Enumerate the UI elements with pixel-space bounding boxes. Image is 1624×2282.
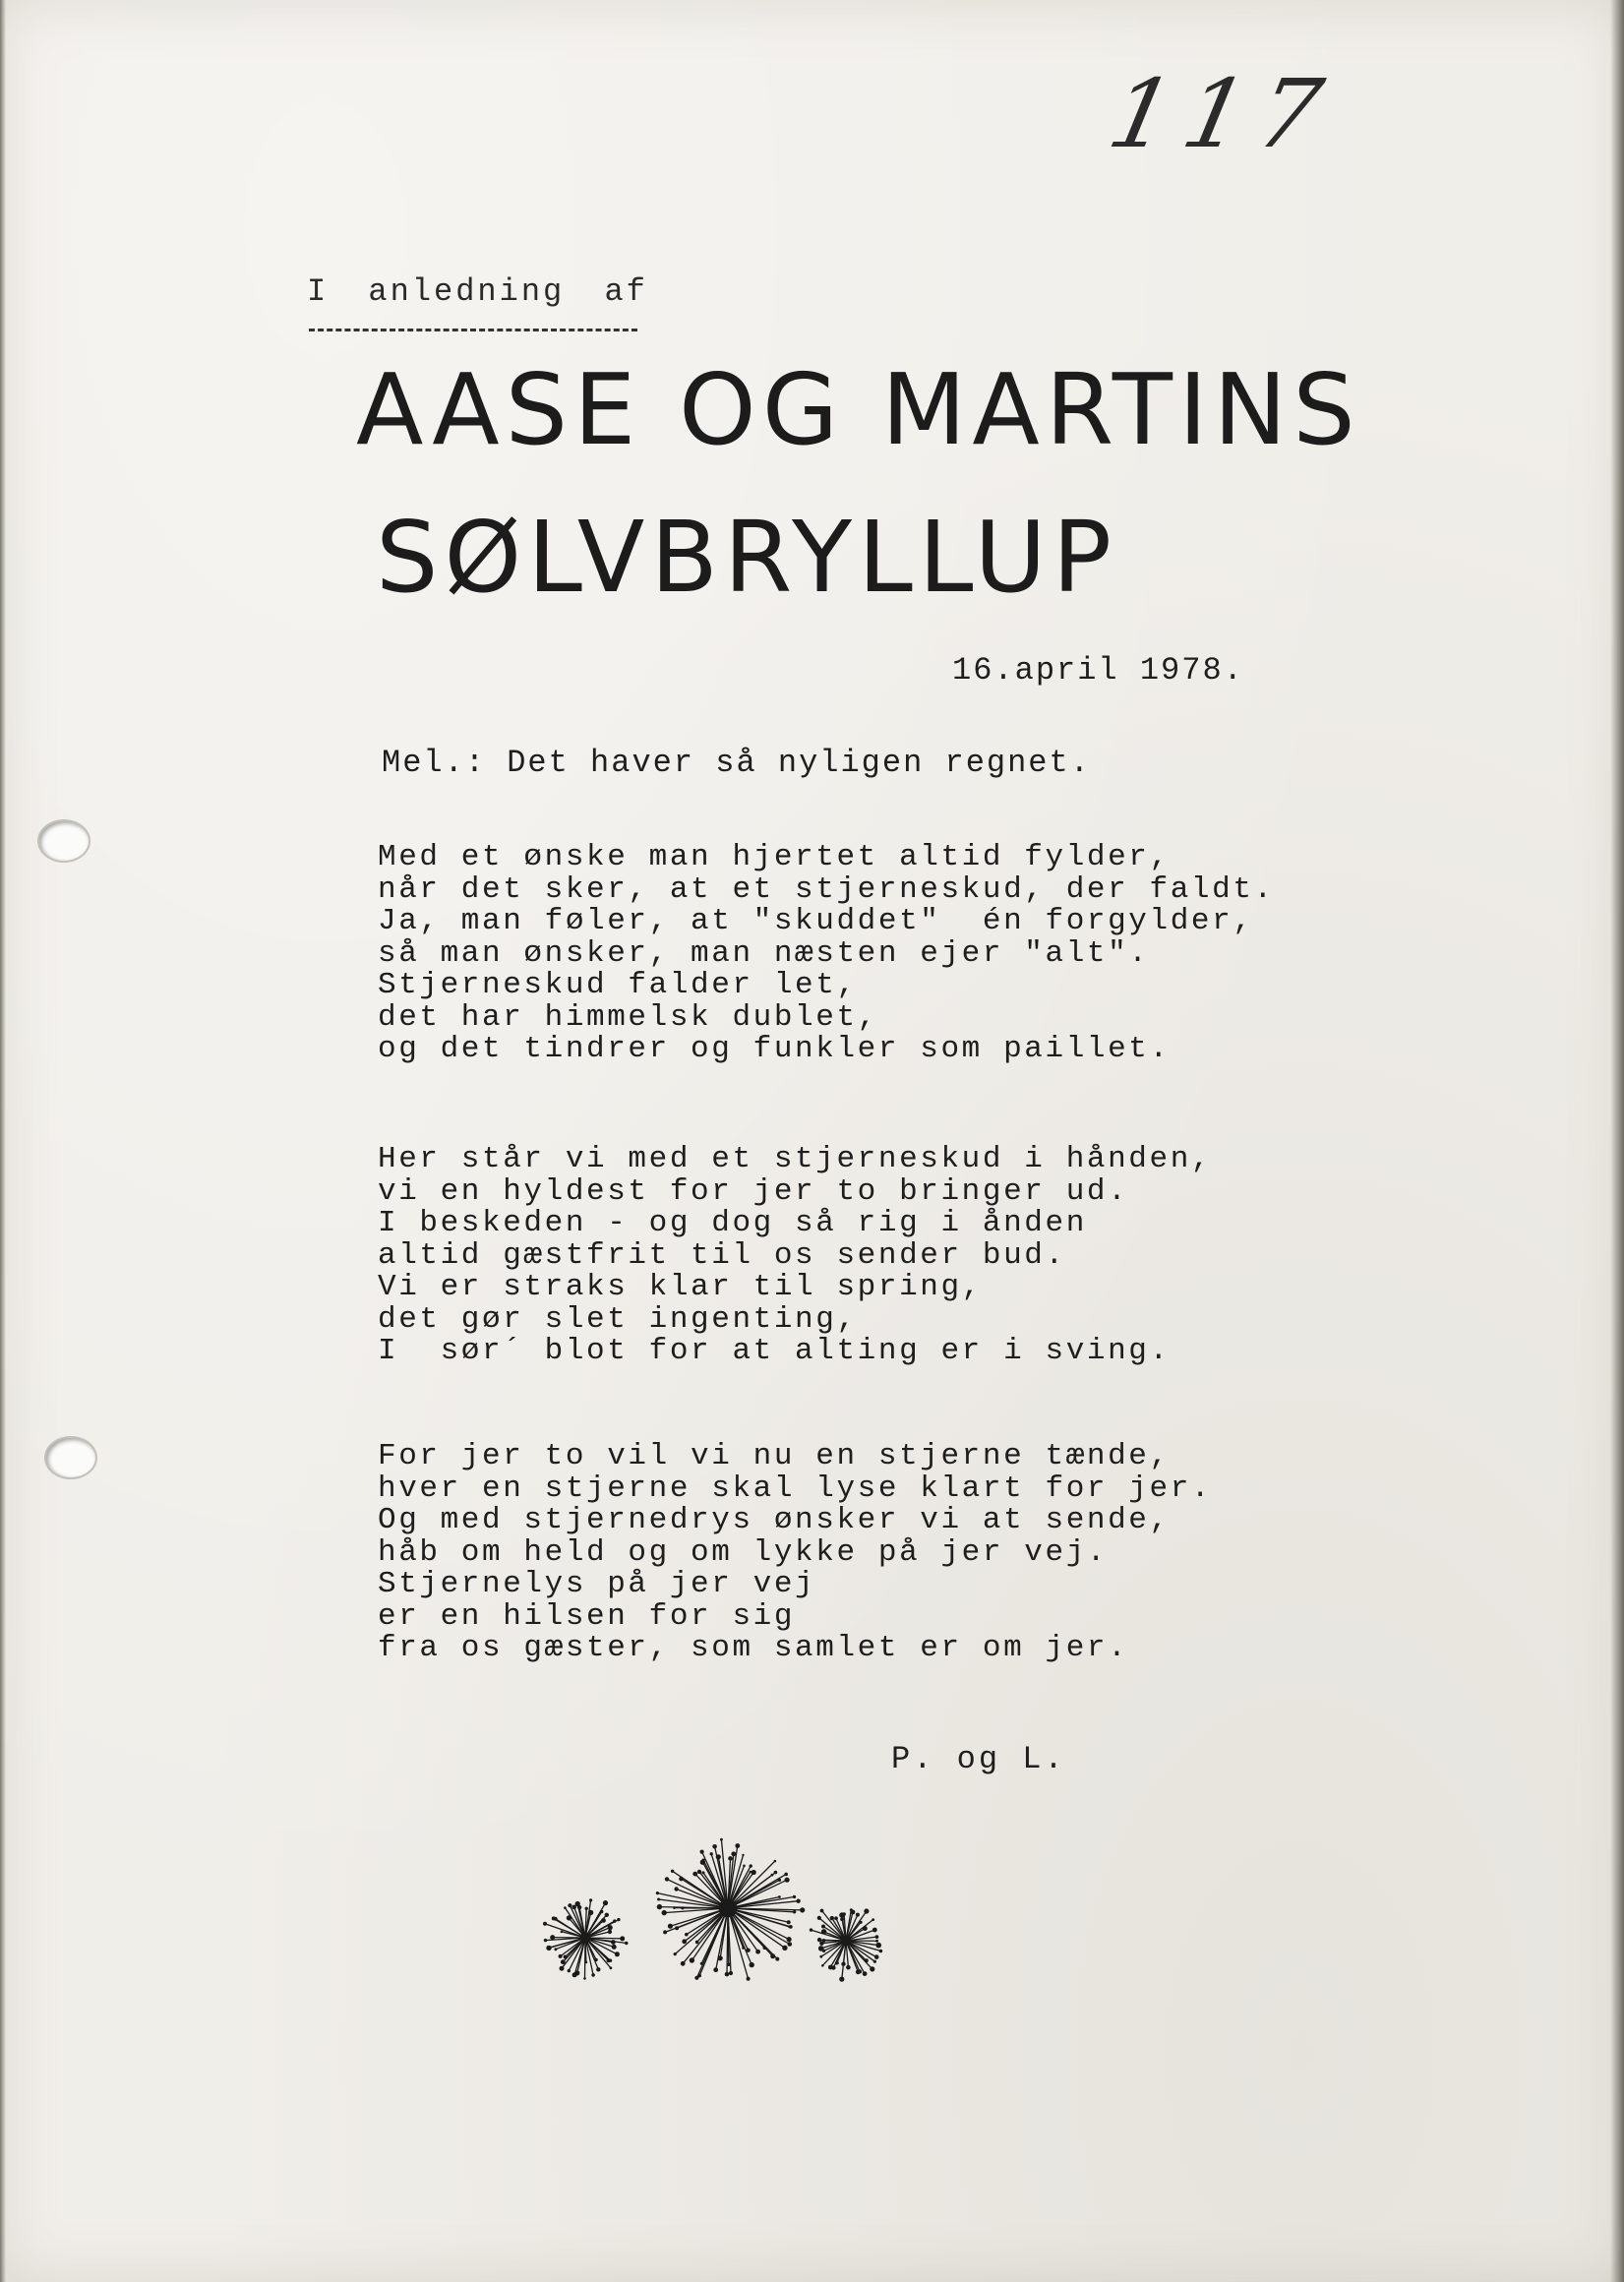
stanza-line: Med et ønske man hjertet altid fylder, [378, 840, 1171, 874]
stanza-line: Ja, man føler, at "skuddet" én forgylder, [378, 904, 1254, 938]
event-date: 16.april 1978. [952, 652, 1244, 689]
stanza-line: Vi er straks klar til spring, [378, 1270, 983, 1304]
stanza-line: er en hilsen for sig [378, 1598, 796, 1634]
stanza-line: For jer to vil vi nu en stjerne tænde, [378, 1439, 1171, 1473]
occasion-underline [309, 329, 637, 331]
melody-note: Mel.: Det haver så nyligen regnet. [382, 745, 1091, 781]
handwritten-page-number: 117 [1100, 59, 1346, 169]
stanza-line: det har himmelsk dublet, [378, 999, 878, 1035]
stanza-line: altid gæstfrit til os sender bud. [378, 1237, 1066, 1273]
stanza-line: så man ønsker, man næsten ejer "alt". [378, 935, 1150, 971]
stanza-line: og det tindrer og funkler som paillet. [378, 1032, 1171, 1066]
starburst-small-right [810, 1908, 882, 1982]
occasion-heading: I anledning af [307, 273, 648, 310]
stanza-3 [378, 1441, 1212, 1665]
stanza-line: Og med stjernedrys ønsker vi at sende, [378, 1503, 1171, 1537]
stanza-line: håb om held og om lykke på jer vej. [378, 1534, 1109, 1570]
stanza-line: I sør´ blot for at alting er i sving. [378, 1334, 1171, 1368]
punch-hole [39, 821, 89, 861]
stanza-line: fra os gæster, som samlet er om jer. [378, 1631, 1129, 1665]
scan-edge-left [0, 0, 6, 2282]
stanza-line: vi en hyldest for jer to bringer ud. [378, 1173, 1129, 1209]
stanza-line: når det sker, at et stjerneskud, der faldt. [378, 871, 1275, 907]
stanza-line: Her står vi med et stjerneskud i hånden, [378, 1142, 1213, 1176]
stanza-line: Stjerneskud falder let, [378, 968, 858, 1002]
starburst-ornament [531, 1825, 905, 2002]
starburst-small-left [543, 1898, 629, 1979]
stanza-line: hver en stjerne skal lyse klart for jer. [378, 1471, 1213, 1506]
title-line-2: SØLVBRYLLUP [376, 500, 1118, 615]
scan-edge-right [1610, 0, 1624, 2282]
stanza-2 [378, 1144, 1212, 1368]
starburst-large-center [656, 1838, 806, 1981]
signature: P. og L. [891, 1741, 1066, 1777]
stanza-line: det gør slet ingenting, [378, 1301, 858, 1337]
title-line-1: AASE OG MARTINS [356, 352, 1361, 467]
stanza-line: I beskeden - og dog så rig i ånden [378, 1206, 1087, 1240]
punch-hole [46, 1438, 95, 1477]
stanza-line: Stjernelys på jer vej [378, 1567, 816, 1601]
stanza-1 [378, 842, 1275, 1066]
